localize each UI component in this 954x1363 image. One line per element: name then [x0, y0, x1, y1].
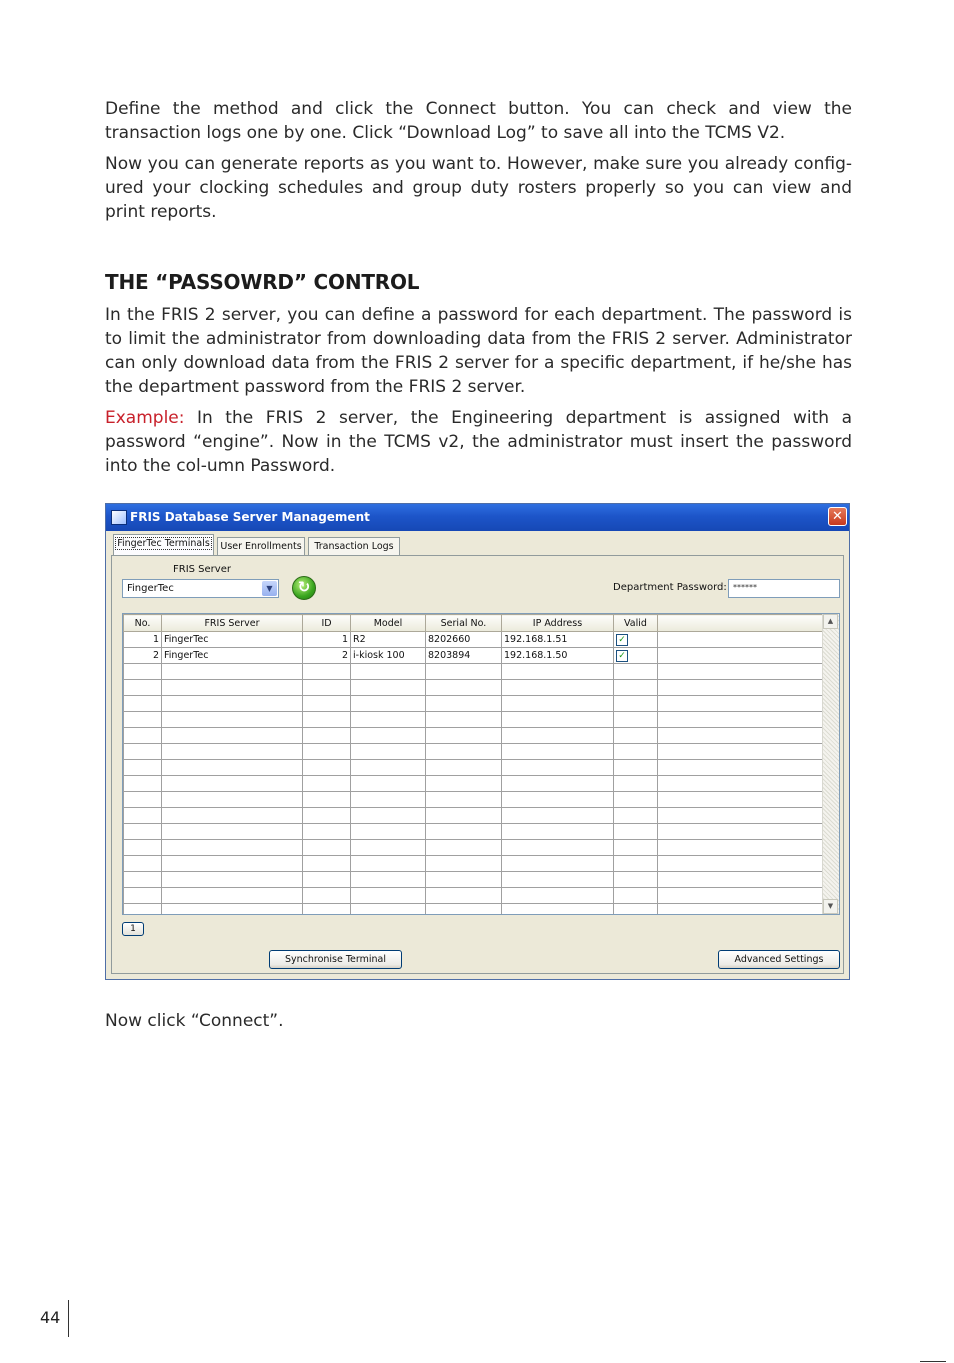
- empty-cell-valid: [614, 904, 658, 916]
- empty-cell-valid: [614, 760, 658, 776]
- empty-row: [124, 744, 825, 760]
- empty-cell-serial: [426, 680, 502, 696]
- department-password-input[interactable]: ******: [728, 579, 840, 598]
- cell-model[interactable]: R2: [351, 632, 426, 648]
- column-header-ip[interactable]: IP Address: [502, 615, 614, 632]
- empty-cell-model: [351, 712, 426, 728]
- empty-cell-valid: [614, 792, 658, 808]
- empty-cell-no: [124, 856, 162, 872]
- empty-cell-serial: [426, 712, 502, 728]
- table-row[interactable]: [124, 648, 825, 664]
- empty-cell-id: [303, 840, 351, 856]
- empty-cell-model: [351, 776, 426, 792]
- empty-row: [124, 824, 825, 840]
- empty-cell-filler: [658, 840, 825, 856]
- empty-cell-serial: [426, 776, 502, 792]
- empty-row: [124, 872, 825, 888]
- valid-checkbox[interactable]: ✓: [616, 650, 628, 662]
- department-password-label: Department Password:: [613, 582, 727, 593]
- column-header-id[interactable]: ID: [303, 615, 351, 632]
- empty-row: [124, 760, 825, 776]
- empty-cell-serial: [426, 792, 502, 808]
- cell-serial[interactable]: 8202660: [426, 632, 502, 648]
- empty-cell-serial: [426, 664, 502, 680]
- empty-cell-filler: [658, 824, 825, 840]
- scroll-up-icon[interactable]: ▲: [823, 614, 838, 629]
- empty-cell-id: [303, 728, 351, 744]
- empty-cell-server: [162, 712, 303, 728]
- empty-cell-model: [351, 696, 426, 712]
- empty-cell-filler: [658, 808, 825, 824]
- empty-cell-serial: [426, 856, 502, 872]
- empty-cell-model: [351, 808, 426, 824]
- empty-cell-valid: [614, 696, 658, 712]
- cell-model[interactable]: i-kiosk 100: [351, 648, 426, 664]
- empty-cell-no: [124, 744, 162, 760]
- empty-cell-id: [303, 696, 351, 712]
- empty-row: [124, 696, 825, 712]
- empty-cell-ip: [502, 792, 614, 808]
- connect-instruction: Now click “Connect”.: [105, 1011, 284, 1031]
- terminals-grid: [122, 613, 840, 915]
- empty-cell-no: [124, 680, 162, 696]
- terminals-table: [123, 614, 825, 915]
- empty-cell-no: [124, 904, 162, 916]
- empty-cell-filler: [658, 792, 825, 808]
- window-titlebar[interactable]: [106, 504, 849, 531]
- reports-paragraph: Now you can generate reports as you want to. However, make sure you already config-ured your clocking schedules and group duty rosters properly so you can view and print reports.: [105, 154, 852, 222]
- empty-cell-filler: [658, 904, 825, 916]
- column-header-model[interactable]: Model: [351, 615, 426, 632]
- empty-cell-ip: [502, 856, 614, 872]
- empty-cell-ip: [502, 776, 614, 792]
- cell-ip[interactable]: 192.168.1.50: [502, 648, 614, 664]
- empty-cell-id: [303, 888, 351, 904]
- empty-cell-model: [351, 872, 426, 888]
- empty-cell-ip: [502, 840, 614, 856]
- empty-cell-serial: [426, 888, 502, 904]
- close-icon[interactable]: ✕: [828, 507, 847, 526]
- empty-cell-server: [162, 696, 303, 712]
- empty-cell-no: [124, 728, 162, 744]
- advanced-settings-button[interactable]: Advanced Settings: [718, 950, 840, 969]
- scroll-down-icon[interactable]: ▼: [823, 899, 838, 914]
- window-body: [109, 531, 846, 976]
- page-number: 44: [40, 1308, 61, 1327]
- empty-cell-ip: [502, 728, 614, 744]
- empty-cell-model: [351, 728, 426, 744]
- empty-cell-serial: [426, 728, 502, 744]
- tab-transaction-logs[interactable]: Transaction Logs: [308, 537, 400, 556]
- empty-cell-filler: [658, 664, 825, 680]
- empty-cell-model: [351, 840, 426, 856]
- empty-row: [124, 792, 825, 808]
- page-number-divider: [68, 1300, 69, 1337]
- empty-cell-server: [162, 824, 303, 840]
- empty-cell-id: [303, 664, 351, 680]
- empty-row: [124, 904, 825, 916]
- empty-cell-id: [303, 744, 351, 760]
- empty-cell-valid: [614, 728, 658, 744]
- synchronise-terminal-button[interactable]: Synchronise Terminal: [269, 950, 402, 969]
- empty-row: [124, 712, 825, 728]
- page-1-button[interactable]: 1: [122, 922, 144, 936]
- valid-checkbox[interactable]: ✓: [616, 634, 628, 646]
- empty-cell-ip: [502, 744, 614, 760]
- tab-label: FingerTec Terminals: [117, 538, 210, 549]
- empty-row: [124, 680, 825, 696]
- empty-cell-no: [124, 760, 162, 776]
- empty-cell-valid: [614, 776, 658, 792]
- empty-cell-id: [303, 760, 351, 776]
- empty-cell-serial: [426, 808, 502, 824]
- table-header-row: [124, 615, 825, 632]
- cell-valid: [614, 648, 658, 664]
- empty-cell-server: [162, 680, 303, 696]
- empty-cell-id: [303, 712, 351, 728]
- empty-cell-ip: [502, 888, 614, 904]
- empty-cell-ip: [502, 824, 614, 840]
- empty-cell-model: [351, 904, 426, 916]
- empty-cell-model: [351, 856, 426, 872]
- empty-cell-filler: [658, 728, 825, 744]
- empty-cell-server: [162, 776, 303, 792]
- empty-row: [124, 808, 825, 824]
- empty-row: [124, 856, 825, 872]
- column-header-fris-server[interactable]: FRIS Server: [162, 615, 303, 632]
- empty-cell-id: [303, 776, 351, 792]
- empty-cell-id: [303, 680, 351, 696]
- empty-cell-model: [351, 664, 426, 680]
- empty-cell-server: [162, 728, 303, 744]
- column-header-no[interactable]: No.: [124, 615, 162, 632]
- cell-server[interactable]: FingerTec: [162, 648, 303, 664]
- cell-id[interactable]: 1: [303, 632, 351, 648]
- example-paragraph: [105, 406, 852, 478]
- empty-cell-id: [303, 856, 351, 872]
- empty-cell-id: [303, 792, 351, 808]
- empty-cell-model: [351, 888, 426, 904]
- password-paragraph: In the FRIS 2 server, you can define a password for each department. The password is to limit the administrator from downloading data from the FRIS 2 server. Administrator can only download data from the FRIS 2 server for a specific department, if he/she has the department password from the FRIS 2 server.: [105, 305, 852, 397]
- window-title: FRIS Database Server Management: [130, 510, 370, 524]
- empty-cell-no: [124, 776, 162, 792]
- empty-cell-no: [124, 824, 162, 840]
- empty-cell-ip: [502, 664, 614, 680]
- empty-cell-no: [124, 792, 162, 808]
- intro-paragraph: Define the method and click the Connect button. You can check and view the transaction logs one by one. Click “Download Log” to save all into the TCMS V2.: [105, 99, 852, 143]
- empty-cell-filler: [658, 776, 825, 792]
- empty-cell-serial: [426, 744, 502, 760]
- example-label: Example:: [105, 408, 185, 428]
- empty-cell-valid: [614, 888, 658, 904]
- cell-filler: [658, 648, 825, 664]
- fris-server-select[interactable]: [122, 579, 279, 598]
- cell-ip[interactable]: 192.168.1.51: [502, 632, 614, 648]
- empty-cell-serial: [426, 760, 502, 776]
- terminals-body: [124, 632, 825, 916]
- empty-cell-filler: [658, 744, 825, 760]
- empty-cell-server: [162, 856, 303, 872]
- empty-cell-no: [124, 696, 162, 712]
- empty-cell-filler: [658, 760, 825, 776]
- empty-cell-server: [162, 744, 303, 760]
- empty-cell-filler: [658, 680, 825, 696]
- empty-cell-filler: [658, 872, 825, 888]
- fris-server-window: [105, 503, 850, 980]
- empty-cell-model: [351, 824, 426, 840]
- empty-cell-no: [124, 840, 162, 856]
- empty-cell-server: [162, 808, 303, 824]
- empty-row: [124, 888, 825, 904]
- empty-cell-no: [124, 664, 162, 680]
- tab-fingertec-terminals[interactable]: [113, 534, 214, 556]
- empty-cell-id: [303, 872, 351, 888]
- empty-cell-valid: [614, 680, 658, 696]
- fris-server-value: FingerTec: [127, 583, 174, 594]
- empty-cell-no: [124, 872, 162, 888]
- corner-rule: [920, 1361, 946, 1362]
- empty-row: [124, 776, 825, 792]
- cell-no[interactable]: 1: [124, 632, 162, 648]
- empty-cell-serial: [426, 824, 502, 840]
- empty-cell-server: [162, 792, 303, 808]
- empty-cell-ip: [502, 696, 614, 712]
- empty-cell-ip: [502, 712, 614, 728]
- empty-cell-valid: [614, 824, 658, 840]
- empty-cell-serial: [426, 872, 502, 888]
- cell-serial[interactable]: 8203894: [426, 648, 502, 664]
- empty-cell-valid: [614, 872, 658, 888]
- empty-cell-model: [351, 680, 426, 696]
- empty-cell-filler: [658, 696, 825, 712]
- cell-no[interactable]: 2: [124, 648, 162, 664]
- empty-cell-server: [162, 888, 303, 904]
- empty-cell-valid: [614, 840, 658, 856]
- empty-cell-valid: [614, 712, 658, 728]
- empty-cell-server: [162, 872, 303, 888]
- fris-server-label: FRIS Server: [173, 564, 231, 575]
- empty-cell-id: [303, 904, 351, 916]
- empty-cell-ip: [502, 872, 614, 888]
- chevron-down-icon[interactable]: ▼: [262, 581, 277, 596]
- empty-cell-id: [303, 808, 351, 824]
- empty-cell-no: [124, 712, 162, 728]
- empty-cell-model: [351, 792, 426, 808]
- empty-cell-id: [303, 824, 351, 840]
- empty-cell-server: [162, 904, 303, 916]
- cell-server[interactable]: FingerTec: [162, 632, 303, 648]
- tab-user-enrollments[interactable]: User Enrollments: [217, 537, 305, 556]
- empty-cell-serial: [426, 904, 502, 916]
- column-header-filler: [658, 615, 825, 632]
- app-icon: [111, 510, 127, 525]
- empty-cell-model: [351, 760, 426, 776]
- cell-id[interactable]: 2: [303, 648, 351, 664]
- grid-scrollbar[interactable]: [822, 614, 839, 914]
- empty-cell-server: [162, 840, 303, 856]
- column-header-valid[interactable]: Valid: [614, 615, 658, 632]
- empty-cell-model: [351, 744, 426, 760]
- empty-cell-filler: [658, 888, 825, 904]
- empty-cell-server: [162, 664, 303, 680]
- cell-valid: [614, 632, 658, 648]
- cell-filler: [658, 632, 825, 648]
- column-header-serial[interactable]: Serial No.: [426, 615, 502, 632]
- empty-row: [124, 664, 825, 680]
- terminals-panel: [111, 555, 844, 974]
- empty-cell-serial: [426, 696, 502, 712]
- empty-cell-ip: [502, 760, 614, 776]
- empty-cell-ip: [502, 680, 614, 696]
- empty-row: [124, 728, 825, 744]
- empty-cell-no: [124, 808, 162, 824]
- empty-cell-no: [124, 888, 162, 904]
- empty-row: [124, 840, 825, 856]
- section-heading: THE “PASSOWRD” CONTROL: [105, 270, 420, 294]
- table-row[interactable]: [124, 632, 825, 648]
- empty-cell-valid: [614, 664, 658, 680]
- empty-cell-serial: [426, 840, 502, 856]
- empty-cell-valid: [614, 744, 658, 760]
- empty-cell-valid: [614, 808, 658, 824]
- empty-cell-filler: [658, 856, 825, 872]
- empty-cell-valid: [614, 856, 658, 872]
- empty-cell-filler: [658, 712, 825, 728]
- empty-cell-ip: [502, 904, 614, 916]
- example-text: In the FRIS 2 server, the Engineering department is assigned with a password “engine”. Now in the TCMS v2, the administrator must insert the password into the col-umn Password.: [105, 408, 852, 476]
- empty-cell-ip: [502, 808, 614, 824]
- empty-cell-server: [162, 760, 303, 776]
- connect-refresh-icon[interactable]: ↻: [292, 576, 316, 600]
